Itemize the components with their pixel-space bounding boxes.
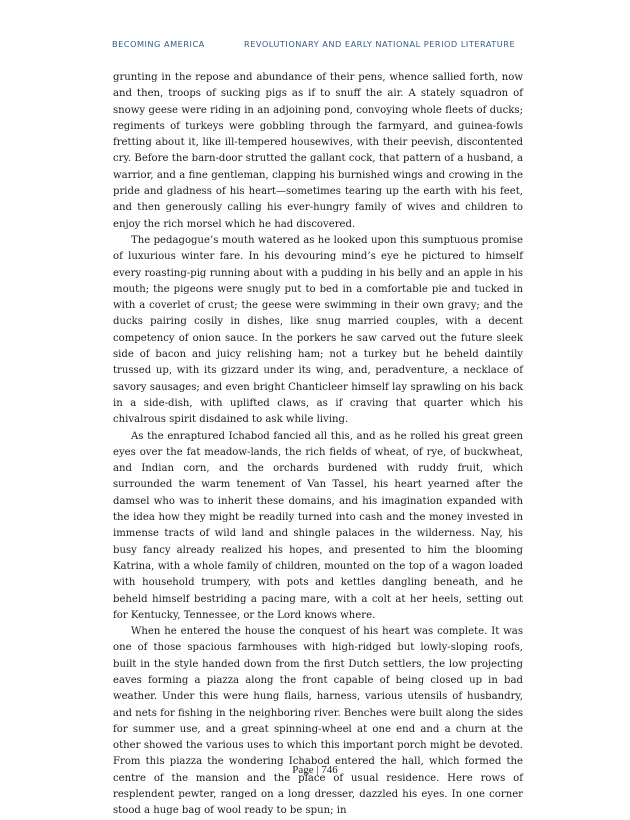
paragraph: When he entered the house the conquest of his heart was complete. It was one of those spacious farmhouses with high-ridged but lowly-sloping roofs, built in the style handed down from the first Dutch settlers, the low projecting eaves forming a piazza along the front capable of being closed up in bad weather. Under this were hung flails, harness, various utensils of husbandry, and nets for fishing in the neighboring river. Benches were built along the sides for summer use, and a great spinning-wheel at one end and a churn at the other showed the various uses to which this important porch might be devoted. From this piazza the wondering Ichabod entered the hall, which formed the centre of the mansion and the place of usual residence. Here rows of resplendent pewter, ranged on a long dresser, dazzled his eyes. In one corner stood a huge bag of wool ready to be spun; in	[113, 626, 523, 817]
running-header	[104, 39, 544, 53]
header-series-title: BECOMING AMERICA	[112, 39, 205, 49]
header-volume-title: REVOLUTIONARY AND EARLY NATIONAL PERIOD LITERATURE	[244, 39, 516, 49]
paragraph: As the enraptured Ichabod fancied all this, and as he rolled his great green eyes over the fat meadow-lands, the rich fields of wheat, of rye, of buckwheat, and Indian corn, and the orchards burdened with ruddy fruit, which surrounded the warm tenement of Van Tassel, his heart yearned after the damsel who was to inherit these domains, and his imagination expanded with the idea how they might be readily turned into cash and the money invested in immense tracts of wild land and shingle palaces in the wilderness. Nay, his busy fancy already realized his hopes, and presented to him the blooming Katrina, with a whole family of children, mounted on the top of a wagon loaded with household trumpery, with pots and kettles dangling beneath, and he beheld himself bestriding a pacing mare, with a colt at her heels, setting out for Kentucky, Tennessee, or the Lord knows where.	[113, 430, 523, 621]
body-text	[113, 70, 523, 820]
paragraph: The pedagogue’s mouth watered as he looked upon this sumptuous promise of luxurious winter fare. In his devouring mind’s eye he pictured to himself every roasting-pig running about with a pudding in his belly and an apple in his mouth; the pigeons were snugly put to bed in a comfortable pie and tucked in with a coverlet of crust; the geese were swimming in their own gravy; and the ducks pairing cosily in dishes, like snug married couples, with a decent competency of onion sauce. In the porkers he saw carved out the future sleek side of bacon and juicy relishing ham; not a turkey but he beheld daintily trussed up, with its gizzard under its wing, and, peradventure, a necklace of savory sausages; and even bright Chanticleer himself lay sprawling on his back in a side-dish, with uplifted claws, as if craving that quarter which his chivalrous spirit disdained to ask while living.	[113, 234, 523, 426]
paragraph-continued: grunting in the repose and abundance of their pens, whence sallied forth, now and then, troops of sucking pigs as if to snuff the air. A stately squadron of snowy geese were riding in an adjoining pond, convoying whole fleets of ducks; regiments of turkeys were gobbling through the farmyard, and guinea-fowls fretting about it, like ill-tempered housewives, with their peevish, discontented cry. Before the barn-door strutted the gallant cock, that pattern of a husband, a warrior, and a fine gentleman, clapping his burnished wings and crowing in the pride and gladness of his heart—sometimes tearing up the earth with his feet, and then generously calling his ever-hungry family of wives and children to enjoy the rich morsel which he had discovered.	[113, 72, 523, 230]
page-number: Page | 746	[292, 764, 338, 776]
